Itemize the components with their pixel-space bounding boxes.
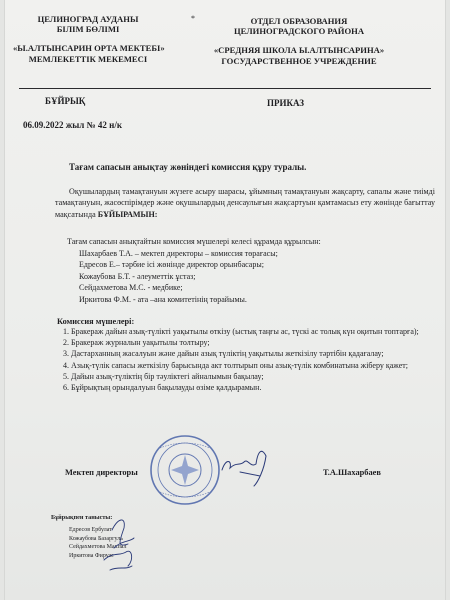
familiarization-name: Едресов Ербулат: [69, 527, 112, 533]
familiarization-name: Иркитова Фирузе: [69, 552, 114, 559]
header-left-line-3: «Ы.АЛТЫНСАРИН ОРТА МЕКТЕБІ»: [13, 43, 165, 54]
signature-position: Мектеп директоры: [65, 468, 138, 477]
familiarization-name: Кожаубова Базаргуль: [69, 535, 124, 542]
familiarization-heading: Бұйрықпен танысты:: [51, 514, 113, 521]
member-item: Кожаубова Б.Т. - әлеуметтік ұстаз;: [79, 271, 196, 281]
header-left-line-1: ЦЕЛИНОГРАД АУДАНЫ: [37, 14, 139, 24]
duty-item: 1. Бракераж дайын азық-түлікті уақытылы өткізу (ыстық таңғы ас, түскі ас толық күн оқитын топтарға);: [63, 327, 419, 336]
signature-name: Т.А.Шахарбаев: [323, 468, 381, 477]
order-date-number: 06.09.2022 жыл № 42 н/к: [23, 120, 123, 130]
member-item: Шахарбаев Т.А. – мектеп директоры – комиссия төрағасы;: [79, 248, 278, 258]
member-item: Сейдахметова М.С. - медбике;: [79, 283, 183, 293]
intro-text: Оқушылардың тамақтануын жүзеге асыру шарасы, ұйымның тамақтануын жақсарту, сапалы және тиімді тамақтануын, жасөспірімдер және оқушылардың денсаулығын жақсартуын қамтамасыз ету жөнінде бағыттау мақсатында: [55, 187, 435, 219]
header-right-line-4: ГОСУДАРСТВЕННОЕ УЧРЕЖДЕНИЕ: [221, 55, 377, 66]
intro-emphasis: БҰЙЫРАМЫН:: [97, 209, 158, 219]
header-right-line-3: «СРЕДНЯЯ ШКОЛА Ы.АЛТЫНСАРИНА»: [213, 45, 385, 56]
duty-item: 5. Дайын азық-түліктің бір тәуліктегі айналымын бақылау;: [63, 371, 264, 381]
doc-type-kazakh: БҰЙРЫҚ: [45, 96, 86, 106]
duty-item: 4. Азық-түлік сапасы жеткізілу барысында акт толтырып оны азық-түлік комбинатына жіберу қажет;: [63, 360, 408, 370]
order-title: Тағам сапасын анықтау жөніндегі комиссия құру туралы.: [69, 162, 307, 172]
commission-heading: Тағам сапасын анықтайтын комиссия мүшелері келесі құрамда құрылсын:: [67, 237, 321, 246]
duty-item: 6. Бұйрықтың орындалуын бақылауды өзіме қалдырамын.: [63, 383, 262, 393]
official-seal-stamp: [151, 436, 219, 504]
duty-item: 3. Дастарханның жасалуын және дайын азық түліктің уақытылы жеткізілу тәртібін қадағалау;: [63, 349, 384, 359]
director-signature: [222, 451, 266, 486]
header-right-line-2: ЦЕЛИНОГРАДСКОГО РАЙОНА: [233, 26, 365, 37]
header-left-line-2: БІЛІМ БӨЛІМІ: [56, 24, 120, 35]
member-item: Иркитова Ф.М. - ата –ана комитетінің төрайымы.: [79, 294, 247, 304]
duties-heading: Комиссия мүшелері:: [57, 317, 135, 326]
header-right-line-1: ОТДЕЛ ОБРАЗОВАНИЯ: [250, 16, 348, 26]
familiarization-name: Сейдахметова Махпал: [69, 544, 127, 551]
header-left-line-4: МЕМЛЕКЕТТІК МЕКЕМЕСІ: [28, 53, 148, 64]
member-item: Едресов Е.– тәрбие ісі жөнінде директор орынбасары;: [79, 260, 264, 270]
familiarization-signatures: [104, 520, 134, 570]
duty-item: 2. Бракераж журналын уақытылы толтыру;: [63, 338, 210, 348]
header-dot: *: [191, 14, 195, 23]
doc-type-russian: ПРИКАЗ: [267, 98, 305, 108]
